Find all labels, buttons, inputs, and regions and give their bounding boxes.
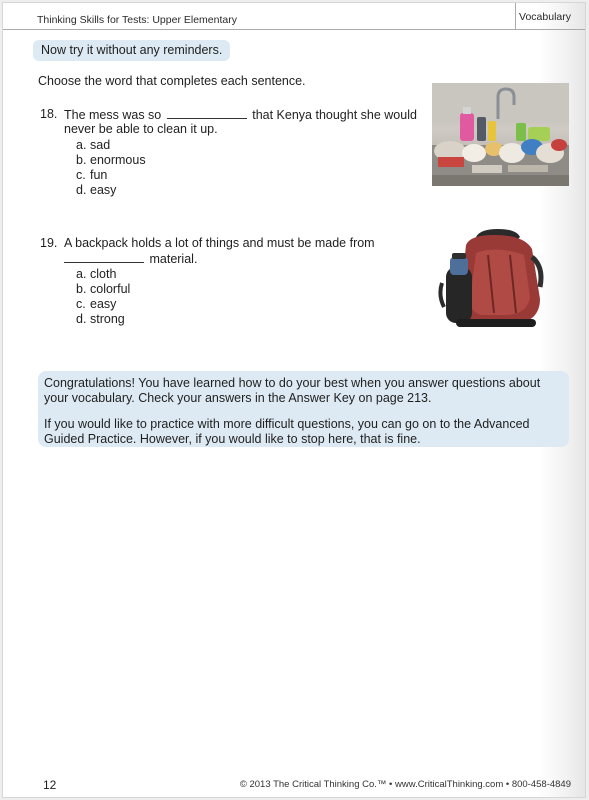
option-d[interactable]: d. strong — [76, 312, 125, 326]
answer-blank — [64, 251, 144, 263]
option-c[interactable]: c. fun — [76, 168, 108, 182]
question-18 — [40, 107, 430, 202]
option-a[interactable]: a. sad — [76, 138, 111, 152]
instructions: Choose the word that completes each sentence. — [38, 74, 306, 88]
worksheet-page — [2, 2, 586, 798]
question-number: 18. — [40, 107, 58, 121]
option-b[interactable]: b. colorful — [76, 282, 131, 296]
question-text-line1: A backpack holds a lot of things and must be made from — [64, 236, 375, 250]
dishes-illustration — [432, 83, 569, 186]
option-d[interactable]: d. easy — [76, 183, 117, 197]
backpack-photo — [436, 227, 546, 331]
answer-options — [76, 267, 130, 327]
question-19 — [40, 236, 430, 331]
copyright-footer: © 2013 The Critical Thinking Co.™ • www.CriticalThinking.com • 800-458-4849 — [239, 779, 571, 790]
callout-paragraph-1: Congratulations! You have learned how to do your best when you answer questions about your vocabulary. Check your answers in the Answer Key on page 213. — [44, 376, 541, 405]
question-number: 19. — [40, 236, 58, 250]
book-title: Thinking Skills for Tests: Upper Elementary — [37, 14, 237, 26]
answer-blank — [167, 107, 247, 119]
page-number: 12 — [43, 778, 57, 792]
option-b[interactable]: b. enormous — [76, 153, 146, 167]
congratulations-callout — [38, 371, 569, 447]
section-label: Vocabulary — [519, 11, 571, 23]
answer-options — [76, 138, 146, 198]
dirty-dishes-photo — [432, 83, 569, 186]
option-c[interactable]: c. easy — [76, 297, 117, 311]
question-text-line1: The mess was so that Kenya thought she would — [64, 108, 417, 122]
callout-paragraph-2: If you would like to practice with more difficult questions, you can go on to the Advanced Guided Practice. However, if you would like to stop here, that is fine. — [44, 417, 530, 446]
reminder-banner: Now try it without any reminders. — [33, 40, 230, 61]
header-divider — [515, 3, 516, 30]
option-a[interactable]: a. cloth — [76, 267, 117, 281]
question-text-line2: material. — [64, 251, 197, 267]
backpack-illustration — [436, 227, 546, 331]
header-rule — [3, 29, 585, 30]
question-text-line2: never be able to clean it up. — [64, 122, 218, 136]
